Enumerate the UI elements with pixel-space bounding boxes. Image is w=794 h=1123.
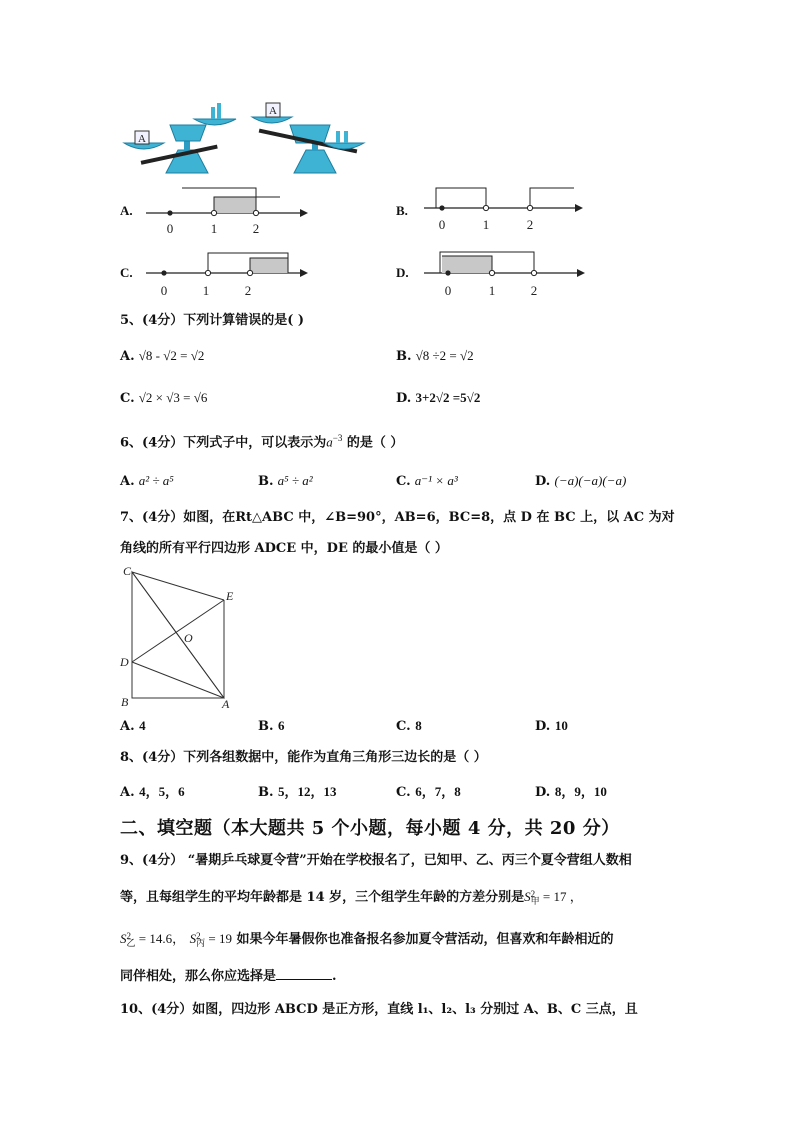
q5-option-d[interactable]: D. 3+2√2 =5√2 xyxy=(396,390,481,406)
q5-option-b-expr: √8 ÷2 = √2 xyxy=(415,348,474,363)
q4d-tick-1: 1 xyxy=(488,283,496,298)
q8-option-c[interactable]: C. 6，7，8 xyxy=(396,784,461,800)
q8-option-b[interactable]: B. 5，12，13 xyxy=(258,784,337,800)
q6-stem: 6、(4分）下列式子中，可以表示为$a^{-3}$ 的是（ ） xyxy=(120,433,404,451)
q6-option-a[interactable]: A. a² ÷ a⁵ xyxy=(120,473,174,489)
right-balance xyxy=(252,103,364,173)
q6-option-b[interactable]: B. a⁵ ÷ a² xyxy=(258,473,313,489)
q8-option-d[interactable]: D. 8，9，10 xyxy=(535,784,607,800)
q4b-tick-1: 1 xyxy=(482,217,490,232)
q7-option-a[interactable]: A. 4 xyxy=(120,718,146,734)
q4-option-b-letter[interactable]: B. xyxy=(396,203,408,218)
q4-option-d-letter[interactable]: D. xyxy=(396,265,409,280)
q5-option-b[interactable]: B. √8 ÷2 = √2 xyxy=(396,348,474,364)
q6-option-b-expr: a⁵ ÷ a² xyxy=(277,473,313,488)
balance-scale-figure xyxy=(118,95,368,177)
q4a-tick-2: 2 xyxy=(252,221,260,236)
q9-line4: 同伴相处，那么你应选择是 . xyxy=(120,969,337,984)
q10-line1: 10、(4分）如图，四边形 ABCD 是正方形，直线 l₁、l₂、l₃ 分别过 A、B、C 三点，且 xyxy=(120,1002,638,1017)
q4d-tick-0: 0 xyxy=(444,283,452,298)
left-balance xyxy=(124,103,236,173)
q6-option-c-expr: a⁻¹ × a³ xyxy=(414,473,458,488)
q7-label-d: D xyxy=(120,655,129,669)
q6-option-c[interactable]: C. a⁻¹ × a³ xyxy=(396,473,458,489)
q4-option-c-numberline[interactable] xyxy=(140,248,315,304)
section-2-heading: 二、填空题（本大题共 5 个小题，每小题 4 分，共 20 分） xyxy=(120,818,620,839)
q6-option-d[interactable]: D. (−a)(−a)(−a) xyxy=(535,473,627,489)
q9-answer-blank[interactable] xyxy=(276,967,332,980)
q7-option-d[interactable]: D. 10 xyxy=(535,718,568,734)
q7-label-b: B xyxy=(121,695,129,709)
q7-option-b[interactable]: B. 6 xyxy=(258,718,285,734)
q4-option-d-numberline[interactable] xyxy=(420,248,592,304)
q5-option-c-expr: √2 × √3 = √6 xyxy=(138,390,208,405)
q9-line1: 9、(4分） “暑期乒乓球夏令营”开始在学校报名了，已知甲、乙、丙三个夏令营组人数相 xyxy=(120,853,632,868)
q4c-tick-2: 2 xyxy=(244,283,252,298)
q8-option-a[interactable]: A. 4，5，6 xyxy=(120,784,185,800)
q7-label-e: E xyxy=(226,589,234,603)
q4a-tick-0: 0 xyxy=(166,221,174,236)
q7-option-c[interactable]: C. 8 xyxy=(396,718,422,734)
q4c-tick-1: 1 xyxy=(202,283,210,298)
q5-option-d-expr: 3+2√2 =5√2 xyxy=(415,390,481,405)
q4a-tick-1: 1 xyxy=(210,221,218,236)
q4b-tick-2: 2 xyxy=(526,217,534,232)
q7-label-o: O xyxy=(184,631,193,645)
q4-option-a-numberline[interactable] xyxy=(140,183,315,241)
q4d-tick-2: 2 xyxy=(530,283,538,298)
balance-label-right: A xyxy=(269,105,277,117)
q4-option-b-numberline[interactable] xyxy=(420,183,590,241)
q7-line1: 7、(4分）如图，在Rt△ABC 中，∠B=90°，AB=6，BC=8，点 D 在 BC 上，以 AC 为对 xyxy=(120,510,675,525)
q9-line3: S 2 乙 = 14.6， S 2 丙 = 19 如果今年暑假你也准备报名参加夏令营活动，但喜欢和年龄相近的 xyxy=(120,930,614,949)
q5-option-a[interactable]: A. √8 - √2 = √2 xyxy=(120,348,205,364)
q6-option-a-expr: a² ÷ a⁵ xyxy=(138,473,174,488)
q5-option-a-expr: √8 - √2 = √2 xyxy=(138,348,205,363)
q4c-tick-0: 0 xyxy=(160,283,168,298)
q4-option-a-letter[interactable]: A. xyxy=(120,203,133,218)
q4-option-c-letter[interactable]: C. xyxy=(120,265,133,280)
q5-stem: 5、(4分）下列计算错误的是( ) xyxy=(120,313,305,328)
q7-geometry-figure xyxy=(116,562,246,712)
q8-stem: 8、(4分）下列各组数据中，能作为直角三角形三边长的是（ ） xyxy=(120,750,487,765)
balance-label-left: A xyxy=(138,133,146,145)
q6-option-d-expr: (−a)(−a)(−a) xyxy=(554,473,627,488)
q7-label-a: A xyxy=(222,697,230,711)
q7-label-c: C xyxy=(123,564,132,578)
q5-option-c[interactable]: C. √2 × √3 = √6 xyxy=(120,390,208,406)
q4b-tick-0: 0 xyxy=(438,217,446,232)
q7-line2: 角线的所有平行四边形 ADCE 中，DE 的最小值是（ ） xyxy=(120,541,448,556)
q9-line2: 等，且每组学生的平均年龄都是 14 岁，三个组学生年龄的方差分别是S 2 甲 = 17 ， xyxy=(120,888,583,907)
